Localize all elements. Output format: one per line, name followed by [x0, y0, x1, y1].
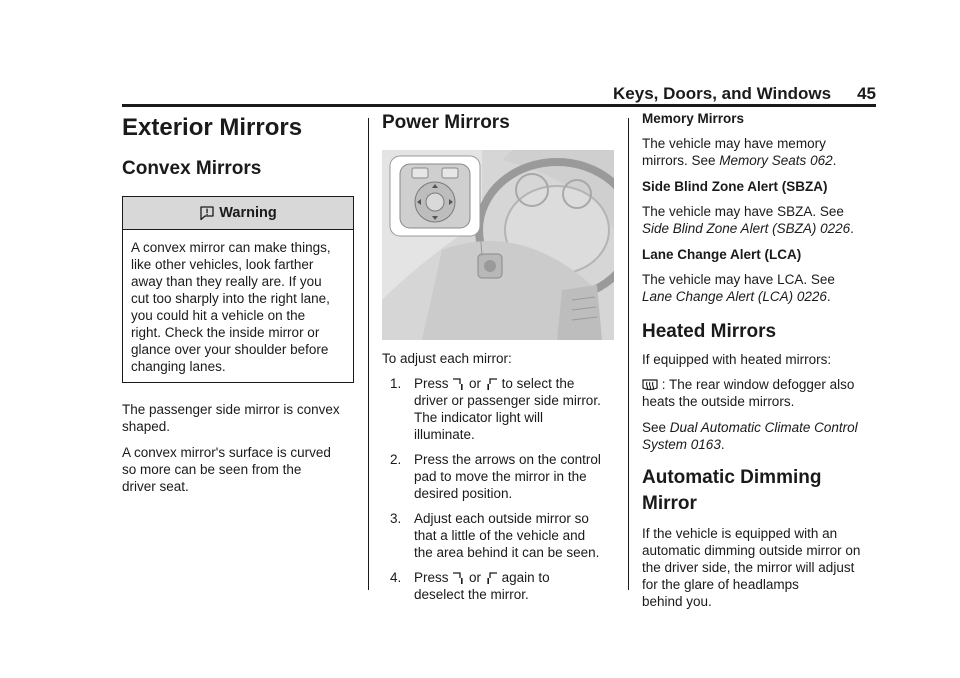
step-number: 3. [390, 511, 402, 526]
text-line: heats the outside mirrors. [642, 394, 795, 409]
text-line: glance over your shoulder before [131, 342, 329, 357]
text-line: for the glare of headlamps [642, 577, 799, 592]
left-mirror-switch-icon [452, 377, 465, 392]
column-divider [368, 118, 369, 590]
section-heading [642, 465, 876, 517]
step-text: deselect the mirror. [414, 587, 529, 602]
step-text: to select the [501, 376, 575, 391]
page-number: 45 [857, 84, 876, 103]
text-run: See [642, 420, 670, 435]
step-text: desired position. [414, 486, 513, 501]
warning-icon [199, 205, 215, 221]
text-line [642, 436, 876, 453]
list-item [382, 510, 614, 561]
page-reference[interactable]: 226 [827, 221, 851, 236]
text-run: . [832, 153, 837, 168]
mirror-control-illustration [382, 150, 614, 340]
column-middle [382, 108, 614, 611]
column-divider [628, 118, 629, 590]
step-text: Press [414, 376, 449, 391]
paragraph [122, 401, 354, 435]
running-header [600, 84, 876, 106]
text-line [642, 376, 876, 393]
step-number: 2. [390, 452, 402, 467]
text-line: A convex mirror can make things, [131, 240, 331, 255]
step-number: 4. [390, 570, 402, 585]
left-mirror-switch-icon [452, 571, 465, 586]
warning-box [122, 196, 354, 383]
step-text: the area behind it can be seen. [414, 545, 600, 560]
step-text: illuminate. [414, 427, 475, 442]
heading-line: Mirror [642, 493, 697, 514]
step-text: again to [501, 570, 550, 585]
header-rule [122, 104, 876, 107]
text-line: The passenger side mirror is convex [122, 402, 340, 417]
text-line: you could hit a vehicle on the [131, 308, 306, 323]
step-text: or [469, 570, 482, 585]
text-line: the driver side, the mirror will adjust [642, 560, 855, 575]
page-reference[interactable]: 163 [698, 437, 721, 452]
section-title: Keys, Doors, and Windows [613, 84, 832, 103]
page-arrow-icon: 0 [796, 289, 805, 304]
cross-reference-link[interactable]: Lane Change Alert (LCA) [642, 289, 794, 304]
steps-list [382, 375, 614, 603]
text-line: cut too sharply into the right lane, [131, 291, 330, 306]
section-heading: Heated Mirrors [642, 321, 777, 342]
text-line [642, 288, 876, 305]
text-line [642, 220, 876, 237]
step-text: The indicator light will [414, 410, 544, 425]
text-line: shaped. [122, 419, 171, 434]
subsection-heading: Convex Mirrors [122, 158, 262, 179]
page-reference[interactable]: 226 [804, 289, 827, 304]
text-line: If equipped with heated mirrors: [642, 352, 832, 367]
list-item [382, 569, 614, 603]
step-number: 1. [390, 376, 402, 391]
step-text: or [469, 376, 482, 391]
step-text: driver or passenger side mirror. [414, 393, 601, 408]
step-text: pad to move the mirror in the [414, 469, 587, 484]
heading-line: Automatic Dimming [642, 467, 822, 488]
section-heading: Power Mirrors [382, 112, 510, 133]
section-heading: Exterior Mirrors [122, 114, 303, 141]
list-item [382, 375, 614, 443]
text-line: driver seat. [122, 479, 189, 494]
list-item [382, 451, 614, 502]
page-arrow-icon: 0 [820, 221, 828, 236]
page-reference[interactable]: 62 [817, 153, 833, 168]
subsection-heading: Memory Mirrors [642, 111, 745, 126]
right-mirror-switch-icon [485, 377, 498, 392]
step-text: Press the arrows on the control [414, 452, 601, 467]
step-text: Press [414, 570, 449, 585]
step-text: Adjust each outside mirror so [414, 511, 589, 526]
step-text: that a little of the vehicle and [414, 528, 586, 543]
text-run: . [826, 289, 831, 304]
text-line: The vehicle may have LCA. See [642, 272, 835, 287]
warning-text [123, 230, 353, 382]
intro-text: To adjust each mirror: [382, 351, 512, 366]
text-run: . [720, 437, 725, 452]
text-line: away than they really are. If you [131, 274, 322, 289]
cross-reference-link[interactable]: Dual Automatic Climate Control [669, 420, 858, 435]
right-mirror-switch-icon [485, 571, 498, 586]
text-line: changing lanes. [131, 359, 226, 374]
column-right [642, 108, 876, 610]
text-run: . [850, 221, 854, 236]
text-line: behind you. [642, 594, 712, 609]
subsection-heading: Lane Change Alert (LCA) [642, 247, 802, 262]
paragraph [642, 525, 876, 610]
text-line: like other vehicles, look farther [131, 257, 314, 272]
text-line: If the vehicle is equipped with an [642, 526, 838, 541]
warning-header [123, 197, 353, 230]
rear-defog-icon [642, 378, 658, 393]
text-line: automatic dimming outside mirror on [642, 543, 861, 558]
text-line: The vehicle may have SBZA. See [642, 204, 844, 219]
text-line [642, 152, 876, 169]
subsection-heading: Side Blind Zone Alert (SBZA) [642, 179, 828, 194]
text-line [642, 419, 876, 436]
text-line: so more can be seen from the [122, 462, 302, 477]
text-line: right. Check the inside mirror or [131, 325, 320, 340]
page-arrow-icon: 0 [810, 153, 818, 168]
text-line: The vehicle may have memory [642, 136, 826, 151]
text-run: : [658, 377, 670, 392]
paragraph [122, 444, 354, 495]
cross-reference-link[interactable]: Memory Seats [719, 153, 807, 168]
cross-reference-link[interactable]: Side Blind Zone Alert (SBZA) [642, 221, 817, 236]
cross-reference-link[interactable]: System [642, 437, 688, 452]
text-line: A convex mirror's surface is curved [122, 445, 331, 460]
column-left [122, 108, 354, 495]
warning-label: Warning [219, 205, 277, 221]
page-arrow-icon: 0 [690, 437, 699, 452]
text-run: mirrors. See [642, 153, 720, 168]
text-run: The rear window defogger also [669, 377, 855, 392]
